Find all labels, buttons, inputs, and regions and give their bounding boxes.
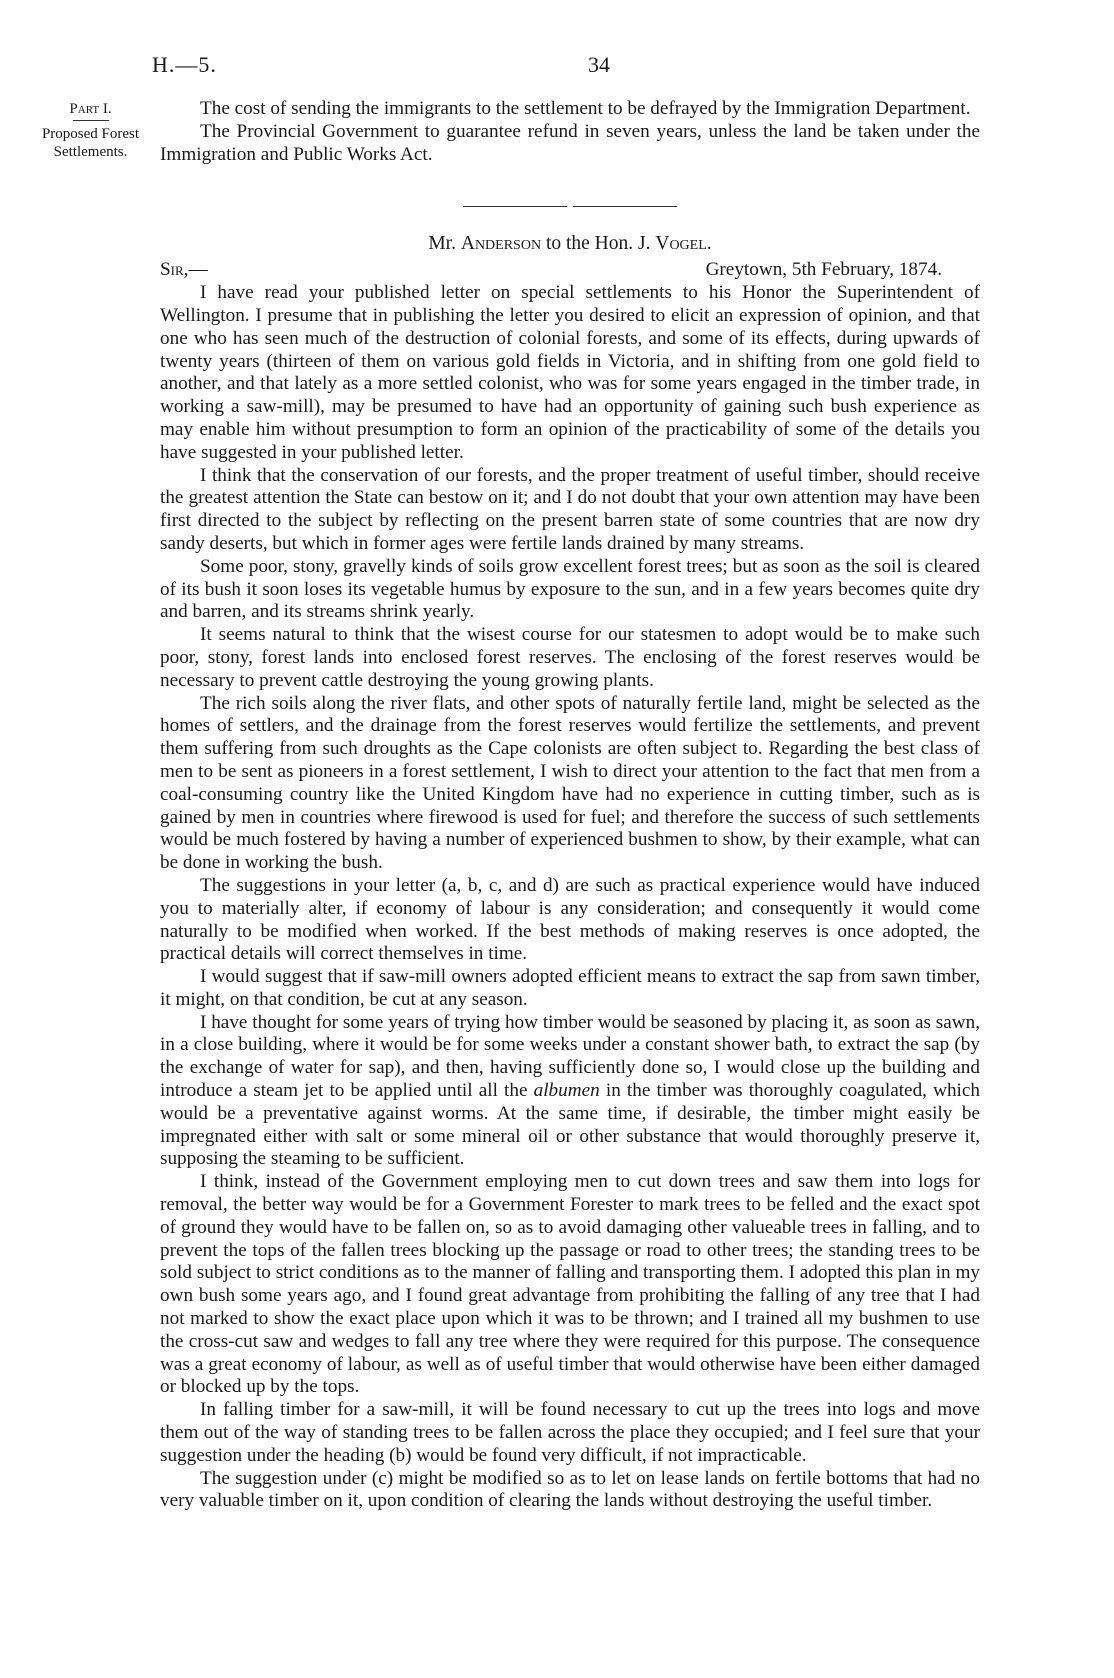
letter-paragraph: The suggestion under (c) might be modified so as to let on lease lands on fertile bottoms that had no very valuable timber on it, upon condition of clearing the lands without destroying the useful timber. bbox=[160, 1467, 980, 1512]
heading-prefix: Mr. bbox=[428, 233, 456, 255]
document-code: H.—5. bbox=[152, 52, 217, 77]
letter-paragraph: I think that the conservation of our forests, and the proper treatment of useful timber, should receive the greatest attention the State can bestow on it; and I do not doubt that your own attention may have been first directed to the subject by reflecting on the present barren state of some countries that are now dry sandy deserts, but which in former ages were fertile lands drained by many streams. bbox=[160, 464, 980, 554]
margin-title-line2: Settlements. bbox=[53, 144, 128, 160]
margin-title-line1: Proposed Forest bbox=[41, 126, 140, 142]
letter-paragraph: The suggestions in your letter (a, b, c, and d) are such as practical experience would have induced you to materially alter, if economy of labour is any consideration; and consequently it would come naturally to be modified when worked. If the best methods of making reserves is once adopted, the practical details will correct themselves in time. bbox=[160, 874, 980, 965]
heading-recipient: Vogel. bbox=[655, 233, 712, 255]
albumen-italic: albumen bbox=[533, 1080, 600, 1102]
intro-paragraph: The cost of sending the immigrants to the settlement to be defrayed by the Immigration Department. bbox=[200, 98, 971, 119]
letter-paragraph: Some poor, stony, gravelly kinds of soils grow excellent forest trees; but as soon as the soil is cleared of its bush it soon loses its vegetable humus by exposure to the sun, and in a few years becomes quite dry and barren, and its streams shrink yearly. bbox=[160, 555, 980, 623]
letter-heading bbox=[160, 233, 980, 256]
dateline: Greytown, 5th February, 1874. bbox=[705, 259, 942, 281]
section-divider bbox=[160, 206, 980, 207]
seasoning-text-after: in the timber was thoroughly coagulated, which would be a preventative against worms. At the same time, if desirable, the timber might easily be impregnated either with salt or some mineral oil or other substance that would thoroughly preserve it, supposing the steaming to be sufficient. bbox=[160, 1080, 980, 1170]
page-header bbox=[0, 52, 1114, 82]
letter-paragraph: The rich soils along the river flats, and other spots of naturally fertile land, might be selected as the homes of settlers, and the drainage from the forest reserves would fertilize the settlements, and prevent them suffering from such droughts as the Cape colonists are often subject to. Regarding the best class of men to be sent as pioneers in a forest settlement, I wish to direct your attention to the fact that men from a coal-consuming country like the United Kingdom have had no experience in cutting timber, such as is gained by men in countries where firewood is used for fuel; and therefore the success of such settlements would be much fostered by having a number of experienced bushmen to show, by their example, what can be done in working the bush. bbox=[160, 692, 980, 874]
heading-to: to the Hon. J. bbox=[545, 233, 651, 255]
letter-paragraph-seasoning bbox=[160, 1012, 980, 1172]
salutation: Sir,— bbox=[160, 259, 208, 281]
salutation-line bbox=[160, 259, 980, 282]
letter-paragraph: I have read your published letter on special settlements to his Honor the Superintendent of Wellington. I presume that in publishing the letter you desired to elicit an expression of opinion, and that one who has seen much of the destruction of colonial forests, and some of its effects, during upwards of twenty years (thirteen of them on various gold fields in Victoria, and in shifting from one gold field to another, and that lately as a more settled colonist, who was for some years engaged in the timber trade, in working a saw-mill), may be presumed to have had an opportunity of gaining such bush experience as may enable him without presumption to form an opinion of the practicability of some of the details you have suggested in your published letter. bbox=[160, 282, 980, 463]
main-text bbox=[160, 98, 980, 1513]
heading-sender: Anderson bbox=[460, 233, 542, 255]
letter-paragraph: I would suggest that if saw-mill owners adopted efficient means to extract the sap from sawn timber, it might, on that condition, be cut at any season. bbox=[160, 966, 980, 1010]
margin-part-label: Part I. bbox=[69, 101, 112, 117]
letter-paragraph: It seems natural to think that the wisest course for our statesmen to adopt would be to make such poor, stony, forest lands into enclosed forest reserves. The enclosing of the forest reserves would be necessary to prevent cattle destroying the young growing plants. bbox=[160, 624, 980, 691]
page-number: 34 bbox=[588, 52, 610, 77]
letter-paragraph: I think, instead of the Government employing men to cut down trees and saw them into logs for removal, the better way would be for a Government Forester to mark trees to be felled and the exact spot of ground they would have to be fallen on, so as to avoid damaging other valueable trees in falling, and to prevent the tops of the fallen trees blocking up the passage or road to other trees; the standing trees to be sold subject to strict conditions as to the manner of falling and transporting them. I adopted this plan in my own bush some years ago, and I found great advantage from prohibiting the falling of any tree that I had not marked to show the exact place upon which it was to be thrown; and I trained all my bushmen to use the cross-cut saw and wedges to fall any tree where they were required for this purpose. The consequence was a great economy of labour, as well as of useful timber that would otherwise have been either damaged or blocked up by the tops. bbox=[160, 1171, 980, 1398]
seasoning-text-before: I have thought for some years of trying how timber would be seasoned by placing it, as soon as sawn, in a close building, where it would be for some weeks under a constant shower bath, to extract the sap (by the exchange of water for sap), and then, having sufficiently done so, I would close up the building and introduce a steam jet to be applied until all the bbox=[160, 1011, 980, 1102]
intro-paragraph: The Provincial Government to guarantee refund in seven years, unless the land be taken under the Immigration and Public Works Act. bbox=[160, 120, 980, 165]
margin-rule bbox=[73, 120, 109, 121]
margin-note bbox=[28, 100, 153, 161]
letter-paragraph: In falling timber for a saw-mill, it will be found necessary to cut up the trees into logs and move them out of the way of standing trees to be fallen across the place they occupied; and I feel sure that your suggestion under the heading (b) would be found very difficult, if not impracticable. bbox=[160, 1399, 980, 1466]
